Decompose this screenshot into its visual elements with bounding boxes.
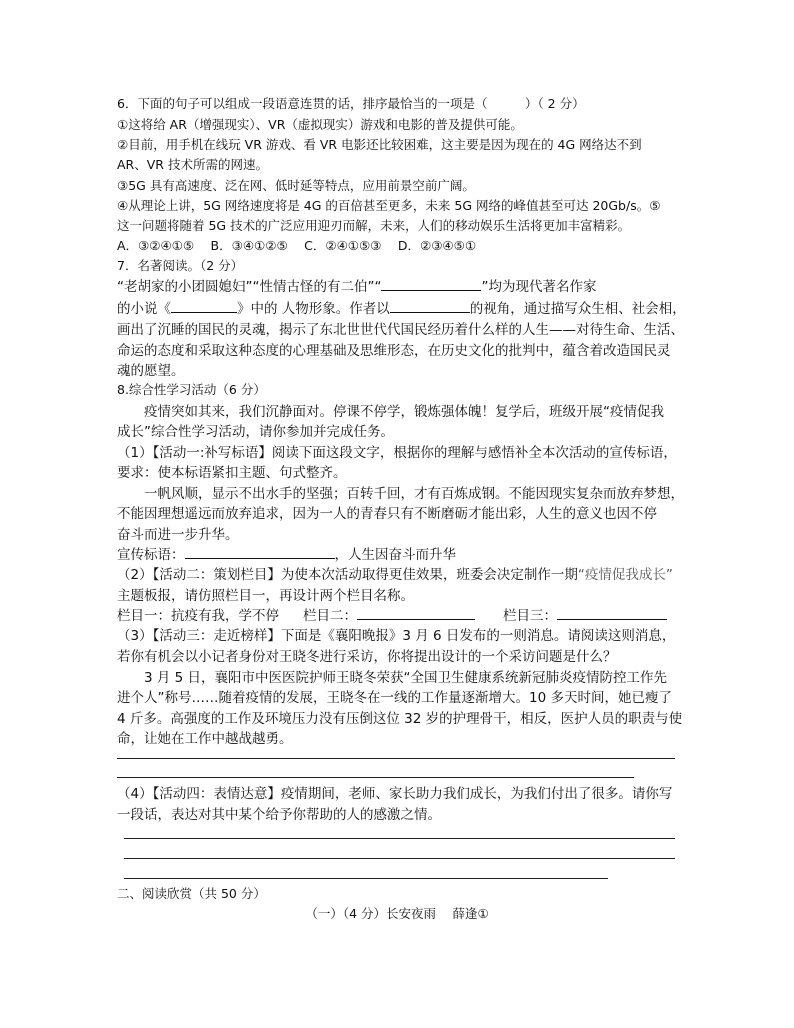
q8-activity2-theme: “疫情促我成长” [577,567,673,583]
q7-line-1 [117,278,596,296]
q8-activity2-line-1 [117,566,673,584]
q6-sentence-2a: ②目前，用手机在线玩 VR 游戏、看 VR 电影还比较困难，这主要是因为现在的 4G 网络达不到 [117,137,642,152]
q7-line-2-b: 》中的 人物形象。作者以 [237,301,390,317]
q7-line-1-a: “老胡家的小团圆媳妇”“性情古怪的有二伯”“ [117,279,382,295]
q8-activity1-line-5: 奋斗而进一步升华。 [117,527,239,543]
q7-line-3: 画出了沉睡的国民的灵魂，揭示了东北世世代代国民经历着什么样的人生——对待生命、生活、 [117,322,684,338]
q7-line-1-b: ”均为现代著名作家 [481,279,597,295]
q6-sentence-3: ③5G 具有高速度、泛在网、低时延等特点，应用前景空前广阔。 [117,178,475,193]
q8-slogan-tail: ，人生因奋斗而升华 [334,547,456,563]
section2-poem-title: （一）（4 分）长安夜雨 薛逢① [305,906,489,921]
q8-column-3-blank[interactable] [557,607,667,620]
q8-activity4-line-1: （4）【活动四：表情达意】疫情期间，老师、家长助力我们成长，为我们付出了很多。请你写 [117,786,673,802]
q7-line-2 [117,300,686,318]
q6-sentence-4b: 这一问题将随着 5G 技术的广泛应用迎刃而解，未来，人们的移动娱乐生活将更加丰富精彩。 [117,218,631,233]
q6-sentence-4a: ④从理论上讲，5G 网络速度将是 4G 的百倍甚至更多，未来 5G 网络的峰值甚至可达 20Gb/s。⑤ [117,198,661,213]
q7-line-2-a: 的小说《 [117,301,171,317]
q8-column-2-label: 栏目二： [303,608,357,624]
q8-activity3-line-1: （3）【活动三：走近榜样】下面是《襄阳晚报》3 月 6 日发布的一则消息。请阅读这则消息， [117,628,676,644]
q8-column-1: 栏目一：抗疫有我，学不停 [117,608,279,624]
q8-news-line-1: 3 月 5 日，襄阳市中医医院护师王晓冬荣获“全国卫生健康系统新冠肺炎疫情防控工作先 [117,670,668,686]
q8-column-3-label: 栏目三： [503,608,557,624]
q6-options: A．③②④①⑤ B．③④①②⑤ C．②④①⑤③ D．②③④⑤① [117,238,477,253]
q8-activity4-line-2: 一段话，表达对其中某个给予你帮助的人的感激之情。 [117,807,441,823]
q7-stem: 7．名著阅读。（2 分） [117,258,244,273]
q8-intro-2: 成长”综合性学习活动，请你参加并完成任务。 [117,424,394,440]
q8-activity1-line-3: 一帆风顺，显示不出水手的坚强；百转千回，才有百炼成钢。不能因现实复杂而放弃梦想， [117,486,684,502]
q8-news-line-3: 4 斤多。高强度的工作及环境压力没有压倒这位 32 岁的护理骨干，相反，医护人员的职责与使 [117,711,683,727]
q6-sentence-2b: AR、VR 技术所需的网速。 [117,157,268,172]
section2-heading: 二、阅读欣赏（共 50 分） [117,886,266,901]
q8-writing-line-3[interactable] [124,878,608,879]
q7-line-5: 魂的愿望。 [117,363,185,379]
q8-news-line-2: 进个人”称号……随着疫情的发展，王晓冬在一线的工作量逐渐增大。10 多天时间，她已瘦了 [117,690,672,706]
q8-activity2-line-2: 主题板报，请仿照栏目一，再设计两个栏目名称。 [117,588,414,604]
q8-activity1-line-2: 要求：使本标语紧扣主题、句式整齐。 [117,465,347,481]
q8-intro-1: 疫情突如其来，我们沉静面对。停课不停学，锻炼强体魄！复学后，班级开展“疫情促我 [117,404,664,420]
q8-activity1-line-4: 不能因理想遥远而放弃追求，因为一人的青春只有不断磨砺才能出彩，人生的意义也因不停 [117,506,657,522]
q7-line-2-c: 的视角，通过描写众生相、社会相， [469,301,686,317]
q8-stem: 8.综合性学习活动（6 分） [117,382,266,397]
q8-activity3-line-2: 若你有机会以小记者身份对王晓冬进行采访，你将提出设计的一个采访问题是什么？ [117,649,617,665]
q8-column-2-blank[interactable] [357,607,475,620]
q7-line-4: 命运的态度和采取这种态度的心理基础及思维形态，在历史文化的批判中，蕴含着改造国民灵 [117,343,671,359]
q8-answer-line-1[interactable] [117,758,675,759]
q8-slogan-line [117,546,456,564]
q6-stem: 6．下面的句子可以组成一段语意连贯的话，排序最恰当的一项是（ ）（ 2 分） [117,96,585,111]
q8-activity2-line-1-a: （2）【活动二：策划栏目】为使本次活动取得更佳效果，班委会决定制作一期 [117,567,578,583]
q8-activity1-line-1: （1）【活动一:补写标语】阅读下面这段文字，根据你的理解与感悟补全本次活动的宣传标语， [117,445,677,461]
q7-blank-perspective[interactable] [390,300,470,313]
q6-sentence-1: ①这将给 AR（增强现实）、VR（虚拟现实）游戏和电影的普及提供可能。 [117,117,523,132]
q8-slogan-blank[interactable] [185,546,335,559]
q8-slogan-label: 宣传标语： [117,547,185,563]
q8-answer-line-2[interactable] [117,777,634,778]
q7-blank-novel[interactable] [171,300,237,313]
q7-blank-character[interactable] [381,278,481,291]
q8-columns-line [117,607,667,625]
q8-writing-line-1[interactable] [124,838,675,839]
q8-writing-line-2[interactable] [124,858,675,859]
q8-news-line-4: 命，让她在工作中越战越勇。 [117,731,293,747]
